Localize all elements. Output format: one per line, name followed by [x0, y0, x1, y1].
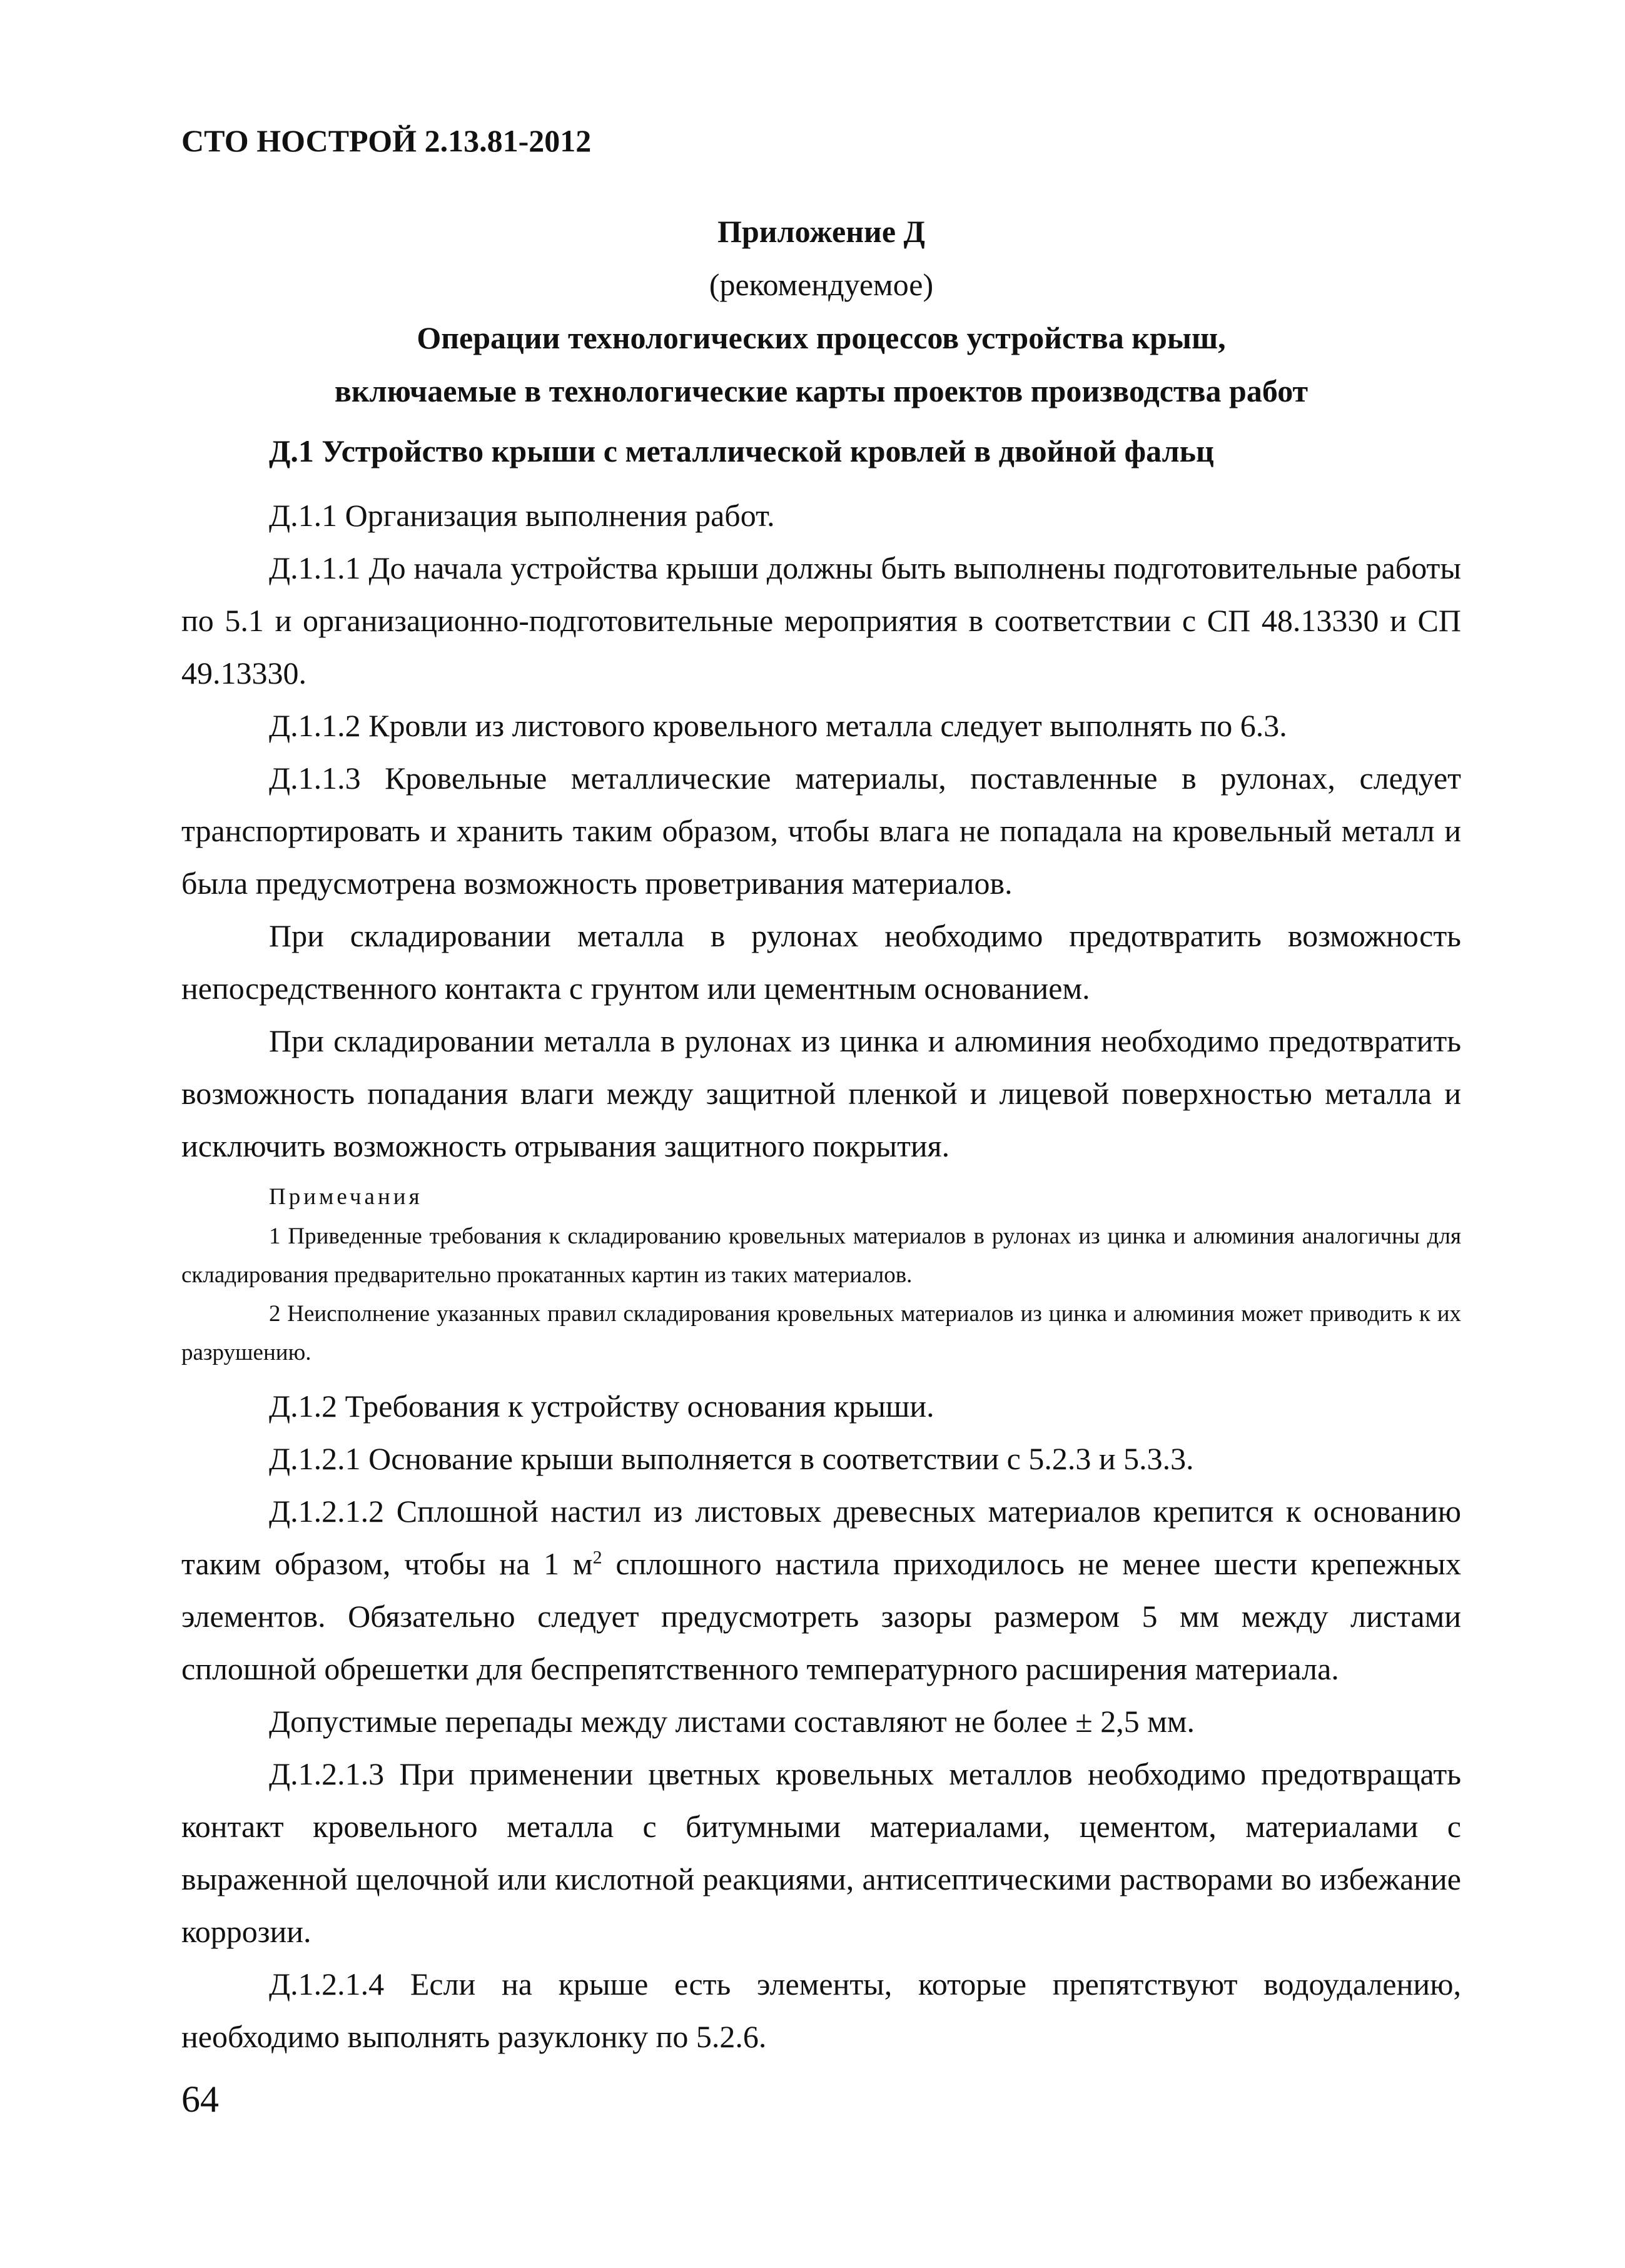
note-item: 1 Приведенные требования к складированию кровельных материалов в рулонах из цинка и алюминия аналогичны для складирования предварительно прокатанных картин из таких материалов. [181, 1223, 1461, 1288]
notes-title: Примечания [269, 1184, 423, 1210]
document-body [181, 489, 1461, 2063]
paragraph: Допустимые перепады между листами составляют не более ± 2,5 мм. [269, 1704, 1195, 1739]
paragraph: При складировании металла в рулонах необходимо предотвратить возможность непосредственного контакта с грунтом или цементным основанием. [181, 918, 1461, 1006]
section-title: Д.1 Устройство крыши с металлической кровлей в двойной фальц [269, 433, 1214, 468]
paragraph-with-superscript [181, 1485, 1461, 1695]
document-header: СТО НОСТРОЙ 2.13.81-2012 [181, 123, 592, 158]
paragraph: Д.1.1.1 До начала устройства крыши должны быть выполнены подготовительные работы по 5.1 и организационно-подготовительные мероприятия в соответствии с СП 48.13330 и СП 49.13330. [181, 550, 1461, 691]
superscript: 2 [592, 1547, 602, 1568]
paragraph-text: сплошного настила приходилось не менее шести крепежных элементов. Обязательно следует предусмотреть зазоры размером 5 мм между листами сплошной обрешетки для беспрепятственного температурного расширения материала. [181, 1546, 1461, 1686]
appendix-heading-line1: Операции технологических процессов устройства крыш, [417, 320, 1226, 355]
paragraph: Д.1.2.1 Основание крыши выполняется в соответствии с 5.2.3 и 5.3.3. [269, 1441, 1194, 1476]
appendix-heading-line2: включаемые в технологические карты проектов производства работ [334, 373, 1309, 408]
appendix-subtitle: (рекомендуемое) [709, 267, 934, 302]
paragraph: Д.1.1 Организация выполнения работ. [269, 498, 775, 533]
note-item: 2 Неисполнение указанных правил складирования кровельных материалов из цинка и алюминия может приводить к их разрушению. [181, 1301, 1461, 1365]
paragraph: При складировании металла в рулонах из цинка и алюминия необходимо предотвратить возможность попадания влаги между защитной пленкой и лицевой поверхностью металла и исключить возможность отрывания защитного покрытия. [181, 1023, 1461, 1163]
page-number: 64 [181, 2078, 219, 2120]
paragraph: Д.1.1.2 Кровли из листового кровельного металла следует выполнять по 6.3. [269, 708, 1287, 743]
paragraph: Д.1.2 Требования к устройству основания крыши. [269, 1389, 934, 1424]
paragraph: Д.1.2.1.4 Если на крыше есть элементы, которые препятствуют водоудалению, необходимо выполнять разуклонку по 5.2.6. [181, 1967, 1461, 2054]
paragraph: Д.1.2.1.3 При применении цветных кровельных металлов необходимо предотвращать контакт кровельного металла с битумными материалами, цементом, материалами с выраженной щелочной или кислотной реакциями, антисептическими растворами во избежание коррозии. [181, 1756, 1461, 1949]
paragraph-text: Д.1.2.1.2 Сплошной настил из листовых древесных материалов крепится к основанию таким образом, чтобы на 1 м [181, 1494, 1461, 1581]
paragraph: Д.1.1.3 Кровельные металлические материалы, поставленные в рулонах, следует транспортировать и хранить таким образом, чтобы влага не попадала на кровельный металл и была предусмотрена возможность проветривания материалов. [181, 761, 1461, 901]
appendix-title: Приложение Д [717, 214, 925, 249]
